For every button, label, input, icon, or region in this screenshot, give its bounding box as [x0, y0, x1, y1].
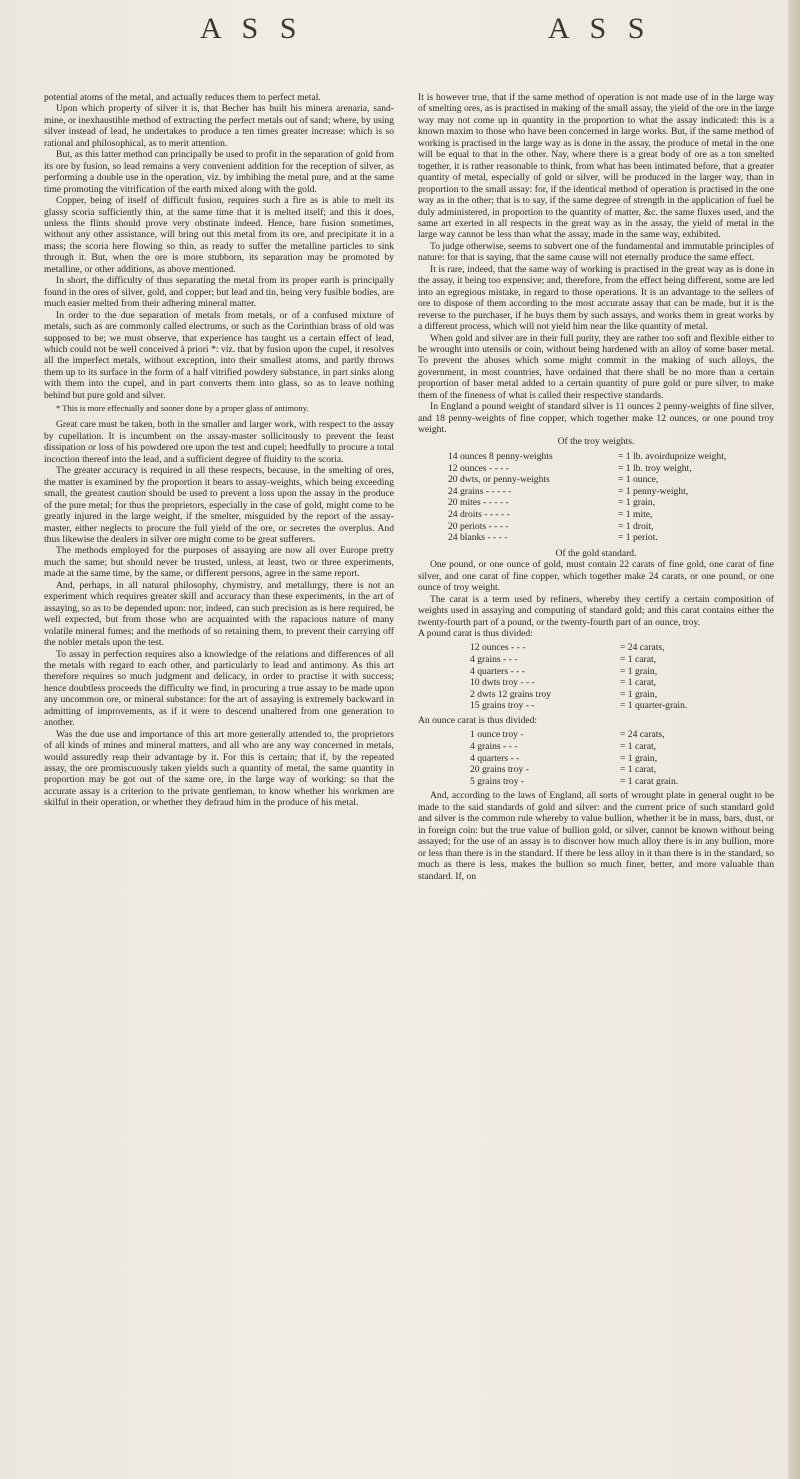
- table-row: 4 grains - - - = 1 carat,: [470, 741, 657, 753]
- running-header-right: A S S: [548, 12, 652, 45]
- running-header-left: A S S: [200, 12, 304, 45]
- paragraph: Was the due use and importance of this art more generally attended to, the proprietors of all kinds of mines and mineral matters, and all who are any way concerned in metals, would assuredly reap their advantage by it. For this is certain; that if, by the repeated assay, the ore promiscuously taken yields such a quantity of metal, the same quantity in proportion may be got out of the same ore, in the large way of working: so that the accurate assay is a criterion to the private gentleman, to know whether his workmen are skilful in their operation, or whether they defraud him in the produce of his metal.: [44, 728, 394, 809]
- table-row: 12 ounces - - - - = 1 lb. troy weight,: [448, 462, 692, 474]
- paragraph: It is however true, that if the same method of operation is not made use of in the large way of smelting ores, as is practised in making of the small assay, the yield of the ore in the large way may not come up in quantity in the proportion to what the assay indicated: this is a known maxim to those who have been concerned in large works. But, if the same method of working is practised in the large way as is done in the assay, the produce of metal in the one will be equal to that in the other. Nay, where there is a great body of ore as a ton smelted together, it is rather reasonable to think, from what has been intimated before, that a greater quantity of metal, especially of gold or silver, will be produced in the larger way, than in proportion to the small assay: for, if the identical method of operation is practised in the one way as in the other; that is to say, if the same degree of strength in the application of fuel be duly administered, in proportion to the quantity of matter, &c. the same fluxes used, and the same art exerted in all respects in the great way as in the assay, the yield of metal in the large way cannot be less than what the assay, made in the same way, exhibited.: [418, 92, 774, 241]
- table-row: 5 grains troy - = 1 carat grain.: [470, 775, 679, 787]
- table-row: 4 grains - - - = 1 carat,: [470, 654, 657, 666]
- table-row: 12 ounces - - - = 24 carats,: [470, 642, 665, 654]
- gold-standard-caption: Of the gold standard.: [555, 547, 637, 559]
- paragraph: To judge otherwise, seems to subvert one of the fundamental and immutable principles of nature: for that is saying, that the same cause will not eternally produce the same effect.: [418, 240, 774, 264]
- footnote: * This is more effectually and sooner done by a proper glass of antimony.: [56, 403, 309, 414]
- table-row: 20 mites - - - - - = 1 grain,: [448, 497, 656, 509]
- table-row: 24 blanks - - - - = 1 periot.: [448, 532, 658, 544]
- paragraph: Upon which property of silver it is, that Becher has built his minera arenaria, sand-mine, or inexhaustible method of extracting the perfect metals out of sand; where, by using silver instead of lead, he undertakes to produce a ten times greater increase: which is so rational and philosophical, as to merit attention.: [44, 103, 394, 149]
- table-row: 4 quarters - - - = 1 grain,: [470, 665, 658, 677]
- paragraph: Great care must be taken, both in the smaller and larger work, with respect to the assay by cupellation. It is incumbent on the assay-master sollicitously to prevent the least dissipation or loss of his powdered ore upon the test and cupel; heedfully to procure a total incoction thereof into the lead, and a sufficient degree of fluidity to the scoria.: [44, 419, 394, 465]
- paragraph: In England a pound weight of standard silver is 11 ounces 2 penny-weights of fine silver, and 18 penny-weights of fine copper, which together make 12 ounces, or one pound troy weight.: [418, 401, 774, 436]
- table-row: 24 droits - - - - - = 1 mite,: [448, 509, 653, 521]
- right-column: [418, 92, 774, 882]
- paragraph: potential atoms of the metal, and actually reduces them to perfect metal.: [44, 92, 321, 103]
- troy-weights-table: [448, 451, 774, 544]
- ounce-carat-table: [470, 729, 774, 787]
- table-row: 20 dwts, or penny-weights = 1 ounce,: [448, 474, 659, 486]
- troy-weights-caption: Of the troy weights.: [557, 435, 635, 447]
- ounce-carat-caption: An ounce carat is thus divided:: [418, 714, 538, 726]
- page-edge: [788, 0, 800, 1479]
- table-row: 1 ounce troy - = 24 carats,: [470, 729, 665, 741]
- paragraph: To assay in perfection requires also a knowledge of the relations and differences of all the metals with regard to each other, and particularly to lead and antimony. As this art therefore requires so much judgment and delicacy, in order to practise it with success; hence doubtless proceeds the difficulty we find, in procuring a true assay to be made upon any uncommon ore, or mineral substance: for the art of assaying is extremely backward in admitting of improvements, as if it were to descend unaltered from one generation to another.: [44, 648, 394, 729]
- table-row: 14 ounces 8 penny-weights = 1 lb. avoirdupoize weight,: [448, 451, 727, 463]
- paragraph: But, as this latter method can principally be used to profit in the separation of gold from its ore by fusion, so lead remains a very convenient addition for the reception of silver, as performing a double use in the operation, viz. by imbibing the metal pure, and at the same time promoting the vitrification of the earth mixed along with the gold.: [44, 149, 394, 195]
- paragraph: In short, the difficulty of thus separating the metal from its proper earth is principally found in the ores of silver, gold, and copper; but lead and tin, being very fusible bodies, are much easier melted from their adhering mineral matter.: [44, 275, 394, 310]
- paragraph: The methods employed for the purposes of assaying are now all over Europe pretty much the same; but should never be trusted, unless, at least, two or three experiments, made at the same time, by the same, or different persons, agree in the same report.: [44, 545, 394, 580]
- paragraph: Copper, being of itself of difficult fusion, requires such a fire as is able to melt its glassy scoria sufficiently thin, at the same time that it is melted itself; and this it does, unless the flints should prove very obstinate indeed. Hence, bare fusion sometimes, without any other assistance, will bring out this metal from its ore, and precipitate it in a mass; the scoria here flowing so thin, as ready to suffer the metalline particles to sink through it. But, when the ore is more stubborn, its separation may be promoted by metalline, or other additions, as above mentioned.: [44, 195, 394, 275]
- table-row: 10 dwts troy - - - = 1 carat,: [470, 677, 657, 689]
- paragraph: When gold and silver are in their full purity, they are rather too soft and flexible either to be wrought into utensils or coin, without being hardened with an alloy of some baser metal. To prevent the abuses which some might commit in the making of such alloys, the government, in most countries, have ordained that there shall be no more than a certain proportion of baser metal added to a certain quantity of pure gold or pure silver, to make them of the fineness of what is called their respective standards.: [418, 332, 774, 401]
- table-row: 20 grains troy - = 1 carat,: [470, 764, 657, 776]
- pound-carat-caption: A pound carat is thus divided:: [418, 627, 533, 639]
- table-row: 2 dwts 12 grains troy = 1 grain,: [470, 688, 658, 700]
- paragraph: In order to the due separation of metals from metals, or of a confused mixture of metals, such as are commonly called electrums, or such as the Corinthian brass of old was supposed to be; we must observe, that experience has taught us a certain effect of lead, which could not be well conceived à priori *: viz. that by fusion upon the cupel, it resolves all the imperfect metals, without exception, into their smallest atoms, and partly throws them up to its surface in the form of a half vitrified powdery substance, in part sinks along with them into the cupel, and in part converts them into glass, so as to leave nothing behind but pure gold and silver.: [44, 309, 394, 401]
- paragraph: The carat is a term used by refiners, whereby they certify a certain composition of weights used in assaying and computing of standard gold; and this carat contains either the twenty-fourth part of a pound, or the twenty-fourth part of an ounce, troy.: [418, 593, 774, 628]
- paragraph: It is rare, indeed, that the same way of working is practised in the great way as is done in the assay, it being too expensive; and, therefore, from the effect being different, some are led into an egregious mistake, in regard to those operations. It is an advantage to the sellers of ore to dispose of them according to the most accurate assay that can be made, but it is the reverse to the purchaser, if he buys them by such assays, and works them in great works by a different process, which will not yield him near the like quantity of metal.: [418, 263, 774, 333]
- table-row: 20 periots - - - - = 1 droit,: [448, 520, 654, 532]
- paragraph: One pound, or one ounce of gold, must contain 22 carats of fine gold, one carat of fine silver, and one carat of fine copper, which together make 24 carats, or one pound, or one ounce of troy weight.: [418, 559, 774, 594]
- pound-carat-table: [470, 642, 774, 712]
- paragraph: And, according to the laws of England, all sorts of wrought plate in general ought to be made to the said standards of gold and silver: and the current price of such standard gold and silver is the common rule whereby to value bullion, whether it be in mass, bars, dust, or in foreign coin: but the true value of bullion gold, or silver, cannot be known without being assayed; for the use of an assay is to discover how much alloy there is in any bullion, more or less than there is in the standard. If there be less alloy in it than there is in the standard, so much as there is less, makes the bullion so much finer, better, and more valuable than standard. If, on: [418, 790, 774, 882]
- left-column: [44, 92, 394, 809]
- table-row: 4 quarters - - = 1 grain,: [470, 752, 658, 764]
- paragraph: And, perhaps, in all natural philosophy, chymistry, and metallurgy, there is not an experiment which requires greater skill and accuracy than these experiments, in the art of assaying, so as to be depended upon: nor, indeed, can such precision as is here required, be well expected, but from those who are acquainted with the rapacious nature of many volatile mineral fumes; and the methods of so retaining them, to prevent their carrying off the nobler metals upon the test.: [44, 579, 394, 649]
- paragraph: The greater accuracy is required in all these respects, because, in the smelting of ores, the matter is examined by the proportion it bears to assay-weights, which being exceeding small, the greatest caution should be used to prevent a loss upon the assay in the produce of the pure metal; for thus the proprietors, especially in the case of gold, might come to be greatly injured in the large weight, if the smelter, misguided by the report of the assay-master, either neglects to procure the full yield of the ore, or secretes the overplus. And thus likewise the dealers in silver ore might come to be great sufferers.: [44, 465, 394, 545]
- table-row: 24 grains - - - - - = 1 penny-weight,: [448, 485, 689, 497]
- table-row: 15 grains troy - - = 1 quarter-grain.: [470, 700, 688, 712]
